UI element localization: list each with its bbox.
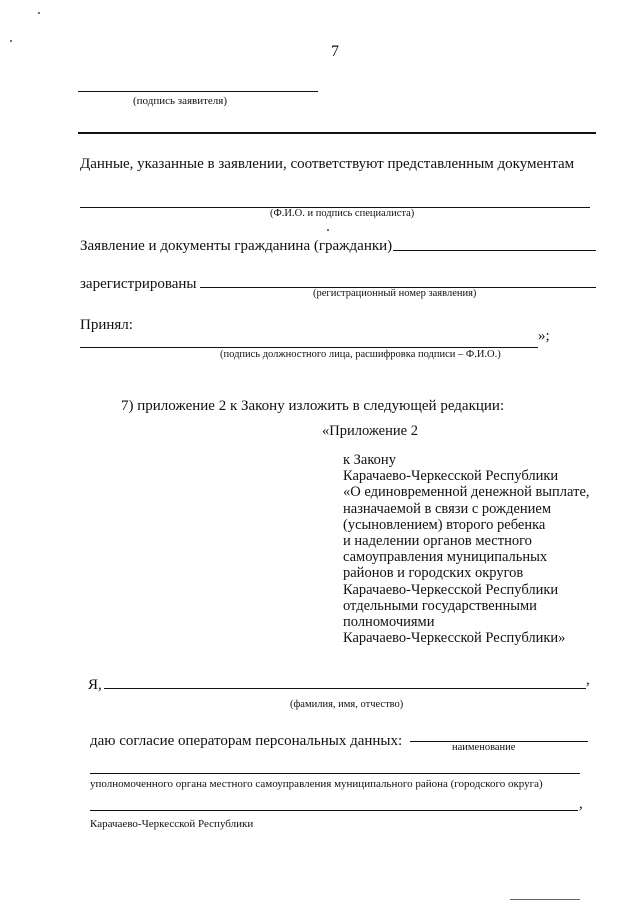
- i-label: Я,: [88, 677, 102, 693]
- name-caption: наименование: [452, 742, 516, 753]
- citizen-name-line: [393, 250, 596, 251]
- applicant-signature-line: [78, 91, 318, 92]
- section-separator: [78, 132, 596, 134]
- amendment-text: 7) приложение 2 к Закону изложить в следующей редакции:: [121, 398, 505, 414]
- authority-caption: уполномоченного органа местного самоуправления муниципального района (городского округа): [90, 778, 543, 790]
- scan-speck: [327, 229, 329, 231]
- appendix-line: назначаемой в связи с рождением: [343, 500, 552, 517]
- appendix-line: (усыновлением) второго ребенка: [343, 516, 546, 533]
- applicant-signature-caption: (подпись заявителя): [133, 95, 228, 107]
- scan-speck: [38, 12, 40, 14]
- republic-caption: Карачаево-Черкесской Республики: [90, 818, 254, 830]
- official-signature-line: [80, 347, 538, 348]
- appendix-line: полномочиями: [343, 614, 435, 631]
- official-caption: (подпись должностного лица, расшифровка подписи – Ф.И.О.): [220, 349, 501, 360]
- authority-line: [90, 773, 580, 774]
- appendix-line: Карачаево-Черкесской Республики: [343, 581, 559, 598]
- appendix-line: «О единовременной денежной выплате,: [343, 484, 590, 501]
- appendix-title: «Приложение 2: [322, 423, 418, 439]
- appendix-line: и наделении органов местного: [343, 533, 532, 550]
- appendix-line: Карачаево-Черкесской Республики»: [343, 630, 566, 647]
- specialist-caption: (Ф.И.О. и подпись специалиста): [270, 208, 415, 219]
- appendix-line: Карачаево-Черкесской Республики: [343, 468, 559, 485]
- consent-text: даю согласие операторам персональных данных:: [90, 733, 403, 749]
- republic-comma: ,: [579, 796, 583, 812]
- reg-number-caption: (регистрационный номер заявления): [313, 288, 477, 299]
- fio-line: [104, 688, 586, 689]
- page-number: 7: [331, 43, 339, 60]
- docs-registered-label: Заявление и документы гражданина (гражданки): [80, 238, 393, 254]
- appendix-line: районов и городских округов: [343, 565, 524, 582]
- republic-line: [90, 810, 578, 811]
- scan-edge-mark: [510, 899, 580, 900]
- scan-speck: [10, 40, 12, 42]
- appendix-block: [343, 452, 590, 646]
- accepted-label: Принял:: [80, 317, 133, 333]
- accepted-end-quote: »;: [538, 328, 550, 344]
- appendix-line: к Закону: [343, 452, 396, 468]
- fio-comma: ,: [586, 672, 590, 688]
- appendix-line: отдельными государственными: [343, 597, 537, 614]
- statement-text: Данные, указанные в заявлении, соответствуют представленным документам: [80, 156, 575, 172]
- fio-caption: (фамилия, имя, отчество): [290, 699, 404, 710]
- appendix-line: самоуправления муниципальных: [343, 549, 548, 566]
- registered-label: зарегистрированы: [80, 276, 197, 292]
